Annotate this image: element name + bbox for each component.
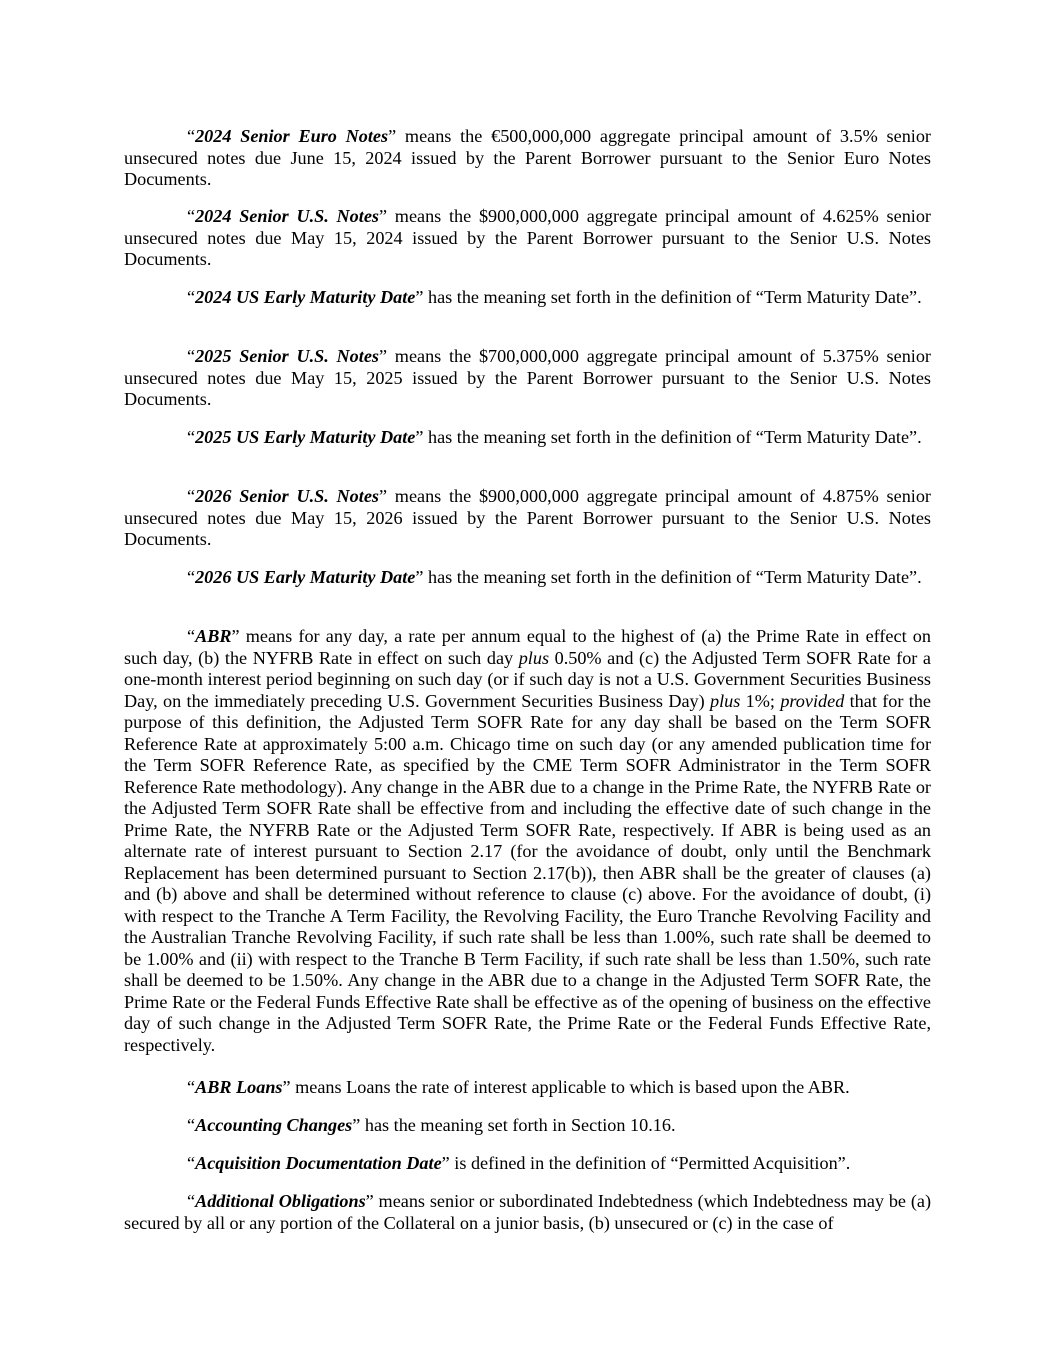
definition-text: 0.50% and (c) the Adjusted Term SOFR Rate for a one-month interest period beginning on such day (or if such day is not a U.S. Government Securities Business Day, on the immediately preceding U.S. Government Securities Business Day) (124, 647, 931, 711)
definition-2025-us-early-maturity-date (124, 427, 931, 449)
defined-term: ABR Loans (195, 1077, 283, 1097)
defined-term: 2024 US Early Maturity Date (195, 287, 416, 307)
open-quote: “ (187, 1191, 196, 1211)
definition-text: ” means senior or subordinated Indebtedness (which Indebtedness may be (a) secured by all or any portion of the Collateral on a junior basis, (b) unsecured or (c) in the case of (124, 1191, 932, 1233)
provided-word: provided (780, 690, 845, 711)
open-quote: “ (187, 626, 196, 646)
defined-term: 2025 US Early Maturity Date (195, 427, 416, 447)
definition-text: 1%; (740, 690, 781, 711)
open-quote: “ (187, 427, 196, 447)
definition-text: ” has the meaning set forth in the definition of “Term Maturity Date”. (415, 287, 922, 307)
definition-text: ” means the $900,000,000 aggregate principal amount of 4.625% senior unsecured notes due May 15, 2024 issued by the Parent Borrower pursuant to the Senior U.S. Notes Documents. (124, 206, 931, 269)
definition-2026-senior-us-notes (124, 486, 931, 551)
definition-text: ” means the €500,000,000 aggregate principal amount of 3.5% senior unsecured notes due June 15, 2024 issued by the Parent Borrower pursuant to the Senior Euro Notes Documents. (124, 126, 931, 189)
defined-term: 2025 Senior U.S. Notes (195, 346, 379, 366)
definition-2025-senior-us-notes (124, 346, 931, 411)
definition-text: ” has the meaning set forth in Section 10.16. (352, 1115, 676, 1135)
definition-text: ” means Loans the rate of interest applicable to which is based upon the ABR. (282, 1077, 850, 1097)
defined-term: Additional Obligations (195, 1191, 366, 1211)
open-quote: “ (187, 1153, 196, 1173)
definition-text: ” means for any day, a rate per annum equal to the highest of (a) the Prime Rate in effect on such day, (b) the NYFRB Rate in effect on such day (124, 626, 931, 668)
open-quote: “ (187, 1077, 196, 1097)
definition-additional-obligations (124, 1191, 931, 1234)
definition-accounting-changes (124, 1115, 931, 1137)
defined-term: Accounting Changes (195, 1115, 353, 1135)
definition-text: ” is defined in the definition of “Permitted Acquisition”. (441, 1153, 851, 1173)
definition-text: that for the purpose of this definition, the Adjusted Term SOFR Rate for any day shall be based on the Term SOFR Reference Rate at approximately 5:00 a.m. Chicago time on such day (or any amended publication time for the Term SOFR Reference Rate, as specified by the CME Term SOFR Administrator in the Term SOFR Reference Rate methodology). Any change in the ABR due to a change in the Prime Rate, the NYFRB Rate or the Adjusted Term SOFR Rate shall be effective from and including the effective date of such change in the Prime Rate, the NYFRB Rate or the Adjusted Term SOFR Rate, respectively. If ABR is being used as an alternate rate of interest pursuant to Section 2.17 (for the avoidance of doubt, only until the Benchmark Replacement has been determined pursuant to Section 2.17(b)), then ABR shall be the greater of clauses (a) and (b) above and shall be determined without reference to clause (c) above. For the avoidance of doubt, (i) with respect to the Tranche A Term Facility, the Revolving Facility, the Euro Tranche Revolving Facility and the Australian Tranche Revolving Facility, if such rate shall be less than 1.00%, such rate shall be deemed to be 1.00% and (ii) with respect to the Tranche B Term Facility, if such rate shall be less than 1.50%, such rate shall be deemed to be 1.50%. Any change in the ABR due to a change in the Adjusted Term SOFR Rate, the Prime Rate or the Federal Funds Effective Rate shall be effective as of the opening of business on the effective day of such change in the Adjusted Term SOFR Rate, the Prime Rate or the Federal Funds Effective Rate, respectively. (124, 690, 931, 1055)
definition-text: ” means the $900,000,000 aggregate principal amount of 4.875% senior unsecured notes due May 15, 2026 issued by the Parent Borrower pursuant to the Senior U.S. Notes Documents. (124, 486, 931, 549)
definition-2024-us-early-maturity-date (124, 287, 931, 309)
defined-term: 2024 Senior U.S. Notes (195, 206, 379, 226)
open-quote: “ (187, 126, 196, 146)
open-quote: “ (187, 567, 196, 587)
plus-word: plus (518, 647, 550, 668)
defined-term: 2026 US Early Maturity Date (195, 567, 416, 587)
definition-abr (124, 626, 931, 1056)
open-quote: “ (187, 206, 196, 226)
definition-2024-senior-us-notes (124, 206, 931, 271)
plus-word: plus (710, 690, 741, 711)
definition-text: ” has the meaning set forth in the definition of “Term Maturity Date”. (415, 427, 922, 447)
definition-2026-us-early-maturity-date (187, 567, 931, 589)
open-quote: “ (187, 1115, 196, 1135)
open-quote: “ (187, 287, 196, 307)
open-quote: “ (187, 346, 196, 366)
defined-term: 2024 Senior Euro Notes (195, 126, 389, 146)
open-quote: “ (187, 486, 196, 506)
definition-text: ” has the meaning set forth in the definition of “Term Maturity Date”. (415, 567, 922, 587)
defined-term: 2026 Senior U.S. Notes (195, 486, 379, 506)
defined-term: ABR (195, 626, 232, 646)
definition-text: ” means the $700,000,000 aggregate principal amount of 5.375% senior unsecured notes due May 15, 2025 issued by the Parent Borrower pursuant to the Senior U.S. Notes Documents. (124, 346, 931, 409)
defined-term: Acquisition Documentation Date (195, 1153, 442, 1173)
definition-abr-loans (124, 1077, 931, 1099)
definition-acquisition-documentation-date (124, 1153, 931, 1175)
definition-2024-senior-euro-notes (124, 126, 931, 191)
